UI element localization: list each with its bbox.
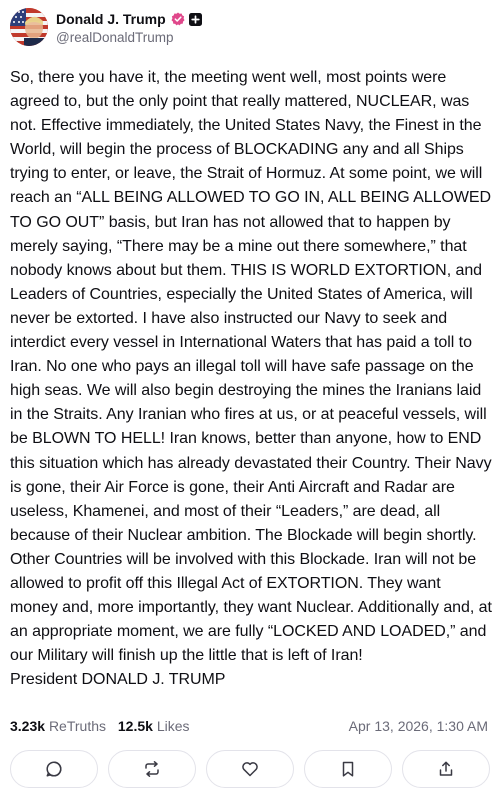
retruth-button[interactable] [108, 750, 196, 788]
display-name[interactable]: Donald J. Trump [56, 11, 166, 27]
avatar[interactable] [10, 8, 48, 46]
like-button[interactable] [206, 750, 294, 788]
bookmark-button[interactable] [304, 750, 392, 788]
verified-badge-icon [171, 12, 185, 26]
post-action-bar [10, 750, 490, 790]
plus-badge-icon [189, 13, 202, 26]
retruths-label: ReTruths [48, 718, 106, 734]
post-timestamp[interactable]: Apr 13, 2026, 1:30 AM [348, 718, 488, 734]
author-names [56, 10, 202, 45]
likes-label: Likes [156, 718, 190, 734]
retruth-icon [143, 760, 161, 778]
reply-button[interactable] [10, 750, 98, 788]
post-stats [10, 718, 488, 738]
like-icon [241, 760, 259, 778]
share-button[interactable] [402, 750, 490, 788]
post-header [10, 8, 490, 48]
retruths-count: 3.23k [10, 718, 46, 734]
author-handle[interactable]: @realDonaldTrump [56, 30, 174, 45]
retruths-stat[interactable] [10, 718, 106, 734]
likes-stat[interactable] [118, 718, 190, 734]
bookmark-icon [339, 760, 357, 778]
avatar-flag-portrait [10, 8, 48, 46]
likes-count: 12.5k [117, 718, 153, 734]
reply-icon [45, 760, 63, 778]
share-icon [437, 760, 455, 778]
post-body-text: So, there you have it, the meeting went well, most points were agreed to, but the only point that really mattered, NUCLEAR, was not. Effective immediately, the United States Navy, the Finest in the World, will begin the process of BLOCKADING any and all Ships trying to enter, or leave, the Strait of Hormuz. At some point, we will reach an “ALL BEING ALLOWED TO GO IN, ALL BEING ALLOWED TO GO OUT” basis, but Iran has not allowed that to happen by merely saying, “There may be a mine out there somewhere,” that nobody knows about but them. THIS IS WORLD EXTORTION, and Leaders of Countries, especially the United States of America, will never be extorted. I have also instructed our Navy to seek and interdict every vessel in International Waters that has paid a toll to Iran. No one who pays an illegal toll will have safe passage on the high seas. We will also begin destroying the mines the Iranians laid in the Straits. Any Iranian who fires at us, or at peaceful vessels, will be BLOWN TO HELL! Iran knows, better than anyone, how to END this situation which has already devastated their Country. Their Navy is gone, their Air Force is gone, their Anti Aircraft and Radar are useless, Khamenei, and most of their “Leaders,” are dead, all because of their Nuclear ambition. The Blockade will begin shortly. Other Countries will be involved with this Blockade. Iran will not be allowed to profit off this Illegal Act of EXTORTION. They want money and, more importantly, they want Nuclear. Additionally and, at an appropriate moment, we are fully “LOCKED AND LOADED,” and our Military will finish up the little that is left of Iran! President DONALD J. TRUMP [10, 69, 492, 689]
